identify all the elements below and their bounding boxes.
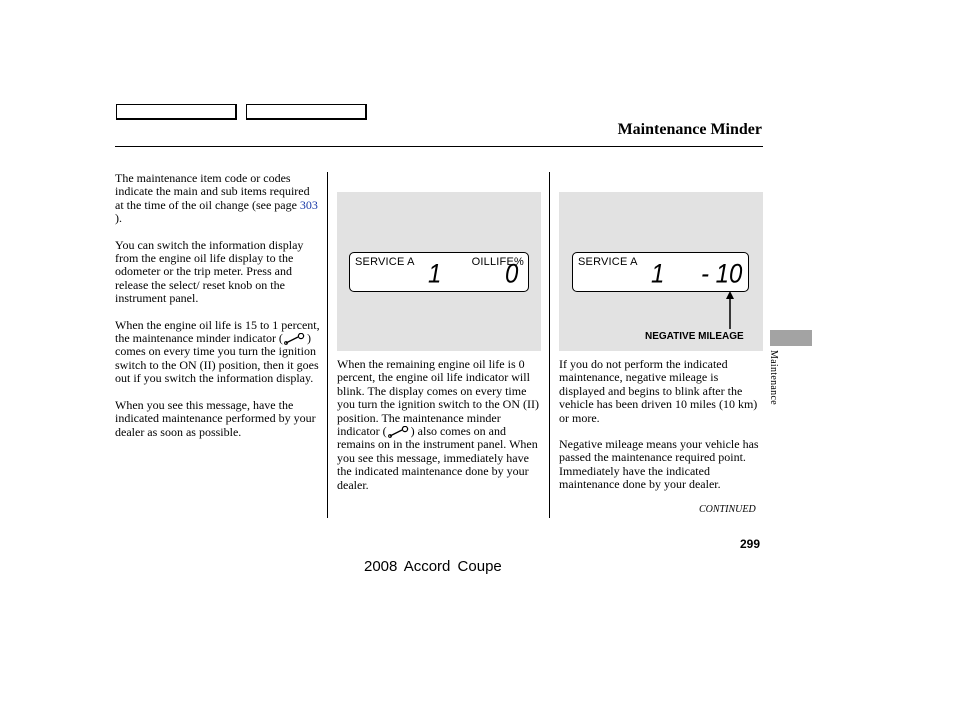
nav-box-next[interactable] — [246, 104, 367, 120]
page-title: Maintenance Minder — [617, 121, 762, 138]
lcd-display-negative-mileage — [572, 252, 749, 292]
paragraph: Negative mileage means your vehicle has passed the maintenance required point. — [559, 437, 759, 465]
nav-box-previous[interactable] — [116, 104, 237, 120]
column-2 — [337, 358, 543, 505]
lcd-digit-code: 1 — [651, 259, 665, 290]
continued-label: CONTINUED — [699, 504, 756, 515]
title-rule — [115, 146, 763, 147]
lcd-digit-code: 1 — [428, 259, 442, 290]
paragraph: Immediately have the indicated maintenance done by your dealer. — [559, 463, 721, 492]
paragraph: If you do not perform the indicated maintenance, negative mileage is displayed and begins to blink after the vehicle has been driven 10 miles (10 km) or more. — [559, 357, 758, 425]
paragraph: The maintenance item code or codes indicate the main and sub items required at the time of the oil change (see page 303 ). — [115, 171, 318, 226]
callout-arrow — [724, 291, 736, 329]
page-number: 299 — [740, 537, 761, 551]
paragraph: When the engine oil life is 15 to 1 percent, the maintenance minder indicator ( ) comes on every time you turn the ignition switch to the ON (II) position, then it goes out if you switch the information display. — [115, 317, 320, 386]
footer-model: 2008 Accord Coupe — [364, 558, 502, 575]
paragraph: When the remaining engine oil life is 0 percent, the engine oil life indicator will blink. The display comes on every time you turn the ignition switch to the ON (II) position. The maintenance minder indicator ( ) also comes on and remains on in the instrument panel. When you see this message, immediately have the indicated maintenance done by your dealer. — [337, 357, 539, 492]
lcd-digit-oil-life: 0 — [505, 259, 519, 290]
lcd-digit-negative-mileage: - 10 — [701, 259, 743, 290]
lcd-service-label: SERVICE A — [578, 256, 638, 268]
section-tab-label: Maintenance — [768, 350, 779, 405]
section-tab — [770, 330, 812, 346]
lcd-service-label: SERVICE A — [355, 256, 415, 268]
column-divider-2 — [549, 172, 550, 518]
paragraph: When you see this message, have the indicated maintenance performed by your dealer as soon as possible. — [115, 397, 316, 439]
lcd-display-oil-life — [349, 252, 529, 292]
lcd-oil-life-label: OILLIFE% — [471, 256, 524, 268]
column-3 — [559, 358, 763, 505]
column-1 — [115, 172, 321, 452]
page-link[interactable]: 303 — [299, 197, 318, 212]
paragraph: You can switch the information display from the engine oil life display to the odometer or the trip meter. Press and release the select/ reset knob on the instrument panel. — [115, 237, 304, 306]
column-divider-1 — [327, 172, 328, 518]
negative-mileage-label: NEGATIVE MILEAGE — [645, 331, 744, 342]
